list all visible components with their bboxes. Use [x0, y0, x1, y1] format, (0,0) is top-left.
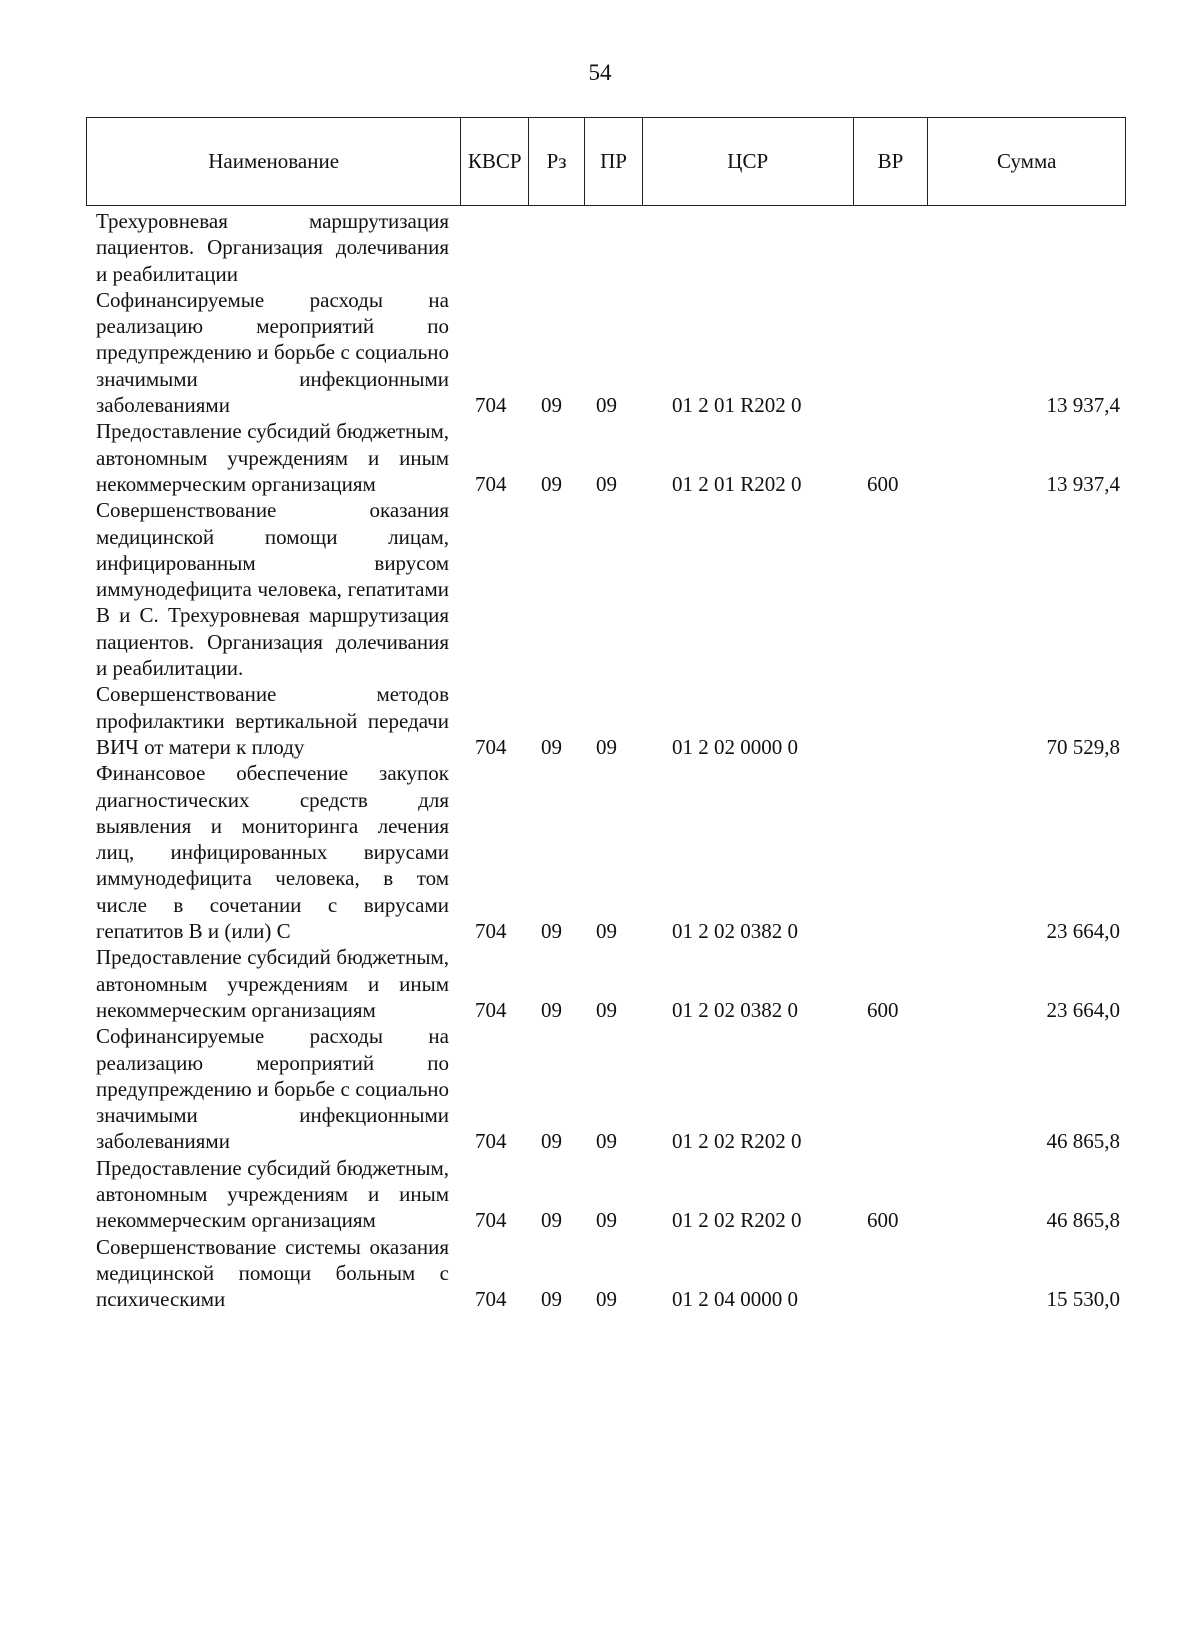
row-name: Финансовое обеспечение закупок диагностических средств для выявления и мониторинга лечения лиц, инфицированных вирусами иммунодефицита человека, в том числе в сочетании с вирусами гепатитов В и (или) С — [96, 761, 449, 944]
row-csr: 01 2 02 0000 0 — [672, 734, 798, 759]
row-kvsr: 704 — [475, 1129, 507, 1154]
row-vr: 600 — [867, 997, 899, 1022]
table-row — [96, 681, 1120, 760]
table-body — [96, 208, 1120, 1312]
header-sum: Сумма — [996, 149, 1057, 173]
row-name: Софинансируемые расходы на реализацию мероприятий по предупреждению и борьбе с социально значимыми инфекционными заболеваниями — [96, 1024, 449, 1154]
row-sum: 15 530,0 — [1046, 1287, 1120, 1312]
row-rz: 09 — [541, 734, 562, 759]
row-vr: 600 — [867, 471, 899, 496]
row-sum: 13 937,4 — [1046, 393, 1120, 418]
row-sum: 23 664,0 — [1046, 919, 1120, 944]
table-row — [96, 497, 1120, 681]
row-name: Совершенствование оказания медицинской помощи лицам, инфицированным вирусом иммунодефицита человека, гепатитами В и С. Трехуровневая маршрутизация пациентов. Организация долечивания и реабилитации. — [96, 498, 449, 681]
row-kvsr: 704 — [475, 393, 507, 418]
row-rz: 09 — [541, 393, 562, 418]
header-pr: ПР — [585, 118, 643, 205]
row-sum: 23 664,0 — [1046, 997, 1120, 1022]
row-pr: 09 — [596, 997, 617, 1022]
row-pr: 09 — [596, 734, 617, 759]
row-kvsr: 704 — [475, 1208, 507, 1233]
table-row — [96, 1155, 1120, 1234]
row-rz: 09 — [541, 471, 562, 496]
row-csr: 01 2 02 0382 0 — [672, 997, 798, 1022]
table-row — [96, 944, 1120, 1023]
row-name: Совершенствование методов профилактики вертикальной передачи ВИЧ от матери к плоду — [96, 682, 449, 759]
table-header — [86, 117, 1126, 206]
header-name: Наименование — [87, 118, 461, 205]
row-pr: 09 — [596, 919, 617, 944]
row-kvsr: 704 — [475, 1287, 507, 1312]
row-kvsr: 704 — [475, 471, 507, 496]
row-csr: 01 2 02 R202 0 — [672, 1208, 802, 1233]
row-rz: 09 — [541, 1287, 562, 1312]
row-csr: 01 2 01 R202 0 — [672, 393, 802, 418]
row-pr: 09 — [596, 471, 617, 496]
row-rz: 09 — [541, 1208, 562, 1233]
row-pr: 09 — [596, 1208, 617, 1233]
row-kvsr: 704 — [475, 919, 507, 944]
row-rz: 09 — [541, 919, 562, 944]
row-pr: 09 — [596, 1129, 617, 1154]
table-row — [96, 1234, 1120, 1313]
row-kvsr: 704 — [475, 997, 507, 1022]
header-rz: Рз — [529, 118, 585, 205]
row-kvsr: 704 — [475, 734, 507, 759]
row-name: Предоставление субсидий бюджетным, автономным учреждениям и иным некоммерческим организациям — [96, 945, 449, 1022]
row-vr: 600 — [867, 1208, 899, 1233]
row-sum: 46 865,8 — [1046, 1129, 1120, 1154]
page-number: 54 — [588, 60, 612, 85]
row-name: Предоставление субсидий бюджетным, автономным учреждениям и иным некоммерческим организациям — [96, 1155, 449, 1233]
row-csr: 01 2 04 0000 0 — [672, 1287, 798, 1312]
table-row — [96, 208, 1120, 287]
row-pr: 09 — [596, 393, 617, 418]
row-sum: 13 937,4 — [1046, 471, 1120, 496]
row-rz: 09 — [541, 1129, 562, 1154]
row-csr: 01 2 01 R202 0 — [672, 471, 802, 496]
header-csr: ЦСР — [643, 118, 854, 205]
row-pr: 09 — [596, 1287, 617, 1312]
row-rz: 09 — [541, 997, 562, 1022]
table-row — [96, 760, 1120, 944]
row-csr: 01 2 02 0382 0 — [672, 919, 798, 944]
row-csr: 01 2 02 R202 0 — [672, 1129, 802, 1154]
table-row — [96, 418, 1120, 497]
row-name: Совершенствование системы оказания медицинской помощи больным с психическими — [96, 1234, 449, 1312]
row-sum: 70 529,8 — [1046, 734, 1120, 759]
row-sum: 46 865,8 — [1046, 1208, 1120, 1233]
header-kvsr: КВСР — [461, 118, 529, 205]
table-row — [96, 1023, 1120, 1154]
row-name: Софинансируемые расходы на реализацию мероприятий по предупреждению и борьбе с социально значимыми инфекционными заболеваниями — [96, 287, 449, 418]
row-name: Трехуровневая маршрутизация пациентов. Организация долечивания и реабилитации — [96, 209, 449, 286]
header-vr: ВР — [854, 118, 929, 205]
row-name: Предоставление субсидий бюджетным, автономным учреждениям и иным некоммерческим организациям — [96, 419, 449, 496]
table-row — [96, 287, 1120, 418]
